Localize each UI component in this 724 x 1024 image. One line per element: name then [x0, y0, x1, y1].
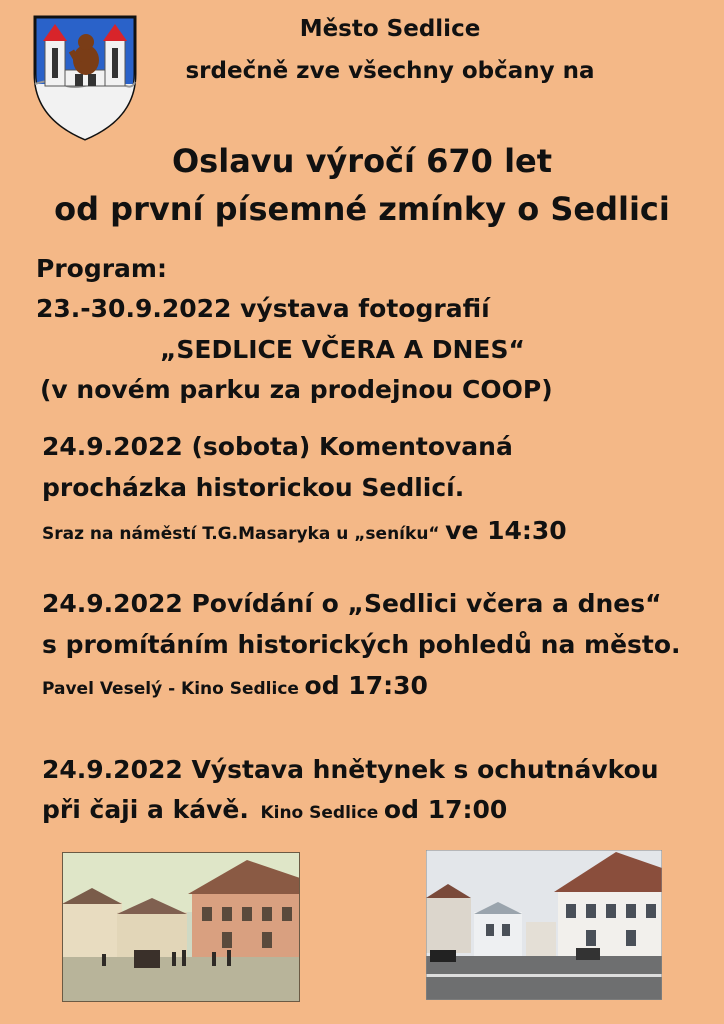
talk-speaker-venue: Pavel Veselý - Kino Sedlice: [42, 679, 299, 699]
walk-time: ve 14:30: [445, 516, 567, 545]
coat-of-arms-image: [32, 14, 138, 142]
talk-line-2: s promítáním historických pohledů na město.: [42, 630, 681, 659]
event-title-line-2: od první písemné zmínky o Sedlici: [54, 190, 670, 228]
talk-details: [42, 671, 428, 700]
show-refreshments: při čaji a kávě.: [42, 795, 249, 824]
show-time: od 17:00: [383, 795, 508, 824]
walk-meeting-info: [42, 516, 567, 545]
event-title-line-1: Oslavu výročí 670 let: [171, 142, 553, 180]
show-line-1: 24.9.2022 Výstava hnětynek s ochutnávkou: [42, 755, 659, 784]
talk-time: od 17:30: [304, 671, 428, 700]
walk-line-2: procházka historickou Sedlicí.: [42, 473, 465, 502]
historic-square-photo: [62, 852, 300, 1002]
program-heading: Program:: [36, 254, 167, 283]
header-town-name: Město Sedlice: [299, 16, 481, 42]
exhibition-location: (v novém parku za prodejnou COOP): [40, 375, 553, 404]
exhibition-name: „SEDLICE VČERA A DNES“: [160, 335, 525, 364]
talk-line-1: 24.9.2022 Povídání o „Sedlici včera a dnes“: [42, 589, 662, 618]
walk-meeting-place: Sraz na náměstí T.G.Masaryka u „seníku“: [42, 524, 440, 544]
exhibition-date-line: 23.-30.9.2022 výstava fotografií: [36, 294, 490, 323]
show-line-2: [42, 795, 507, 824]
header-invitation: srdečně zve všechny občany na: [185, 58, 595, 84]
show-venue: Kino Sedlice: [260, 803, 379, 823]
walk-line-1: 24.9.2022 (sobota) Komentovaná: [42, 432, 513, 461]
modern-square-photo: [426, 850, 662, 1000]
